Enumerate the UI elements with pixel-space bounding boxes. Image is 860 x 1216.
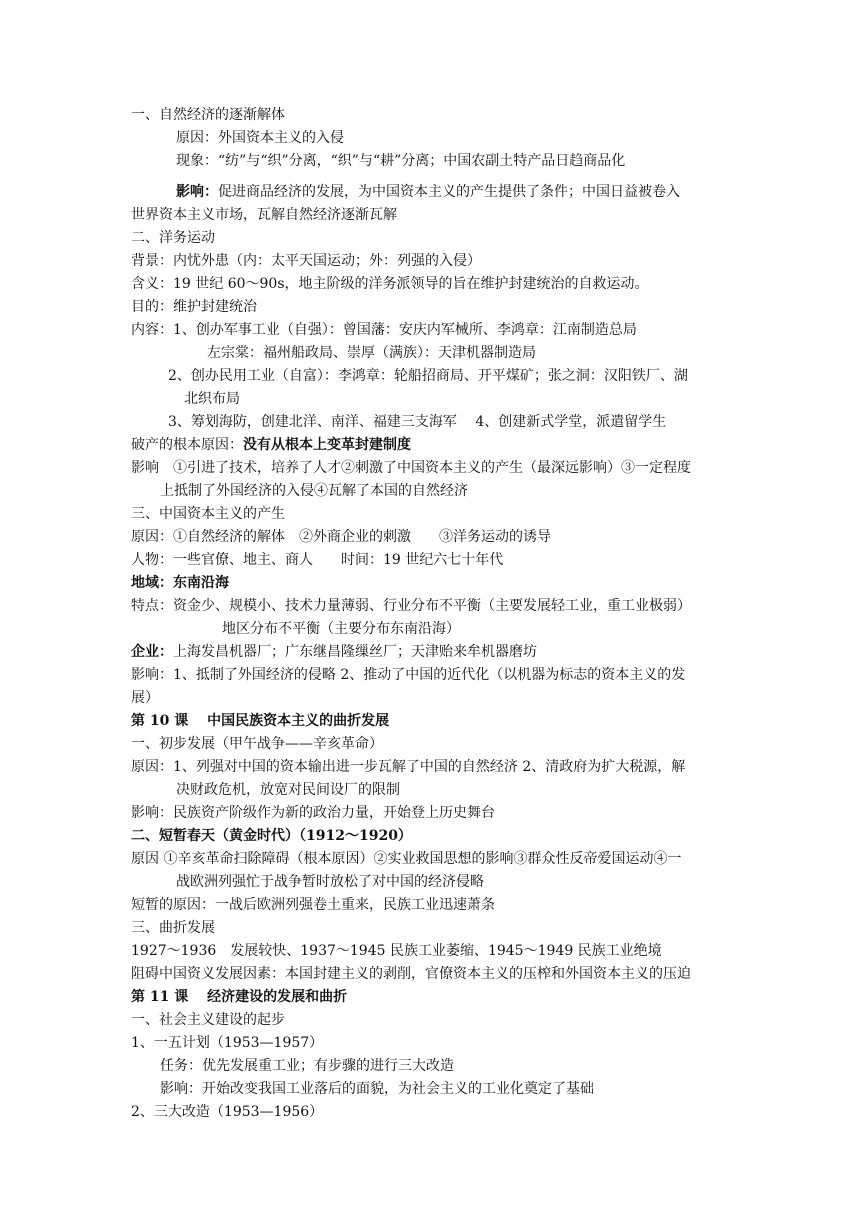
text-line: 人物：一些官僚、地主、商人 时间：19 世纪六七十年代 bbox=[131, 552, 504, 568]
text-line: 特点：资金少、规模小、技术力量薄弱、行业分布不平衡（主要发展轻工业，重工业极弱） bbox=[131, 598, 691, 614]
heading-twists: 三、曲折发展 bbox=[131, 920, 215, 936]
bold-label: 企业： bbox=[131, 644, 173, 660]
text-line bbox=[176, 181, 680, 204]
bold-text: 东南沿海 bbox=[173, 575, 229, 591]
text-line bbox=[131, 572, 229, 595]
text-line: 地区分布不平衡（主要分布东南沿海） bbox=[222, 621, 460, 637]
text-line: 1927～1936 发展较快、1937～1945 民族工业萎缩、1945～1949 民族工业绝境 bbox=[131, 943, 662, 959]
text-line: 任务：优先发展重工业；有步骤的进行三大改造 bbox=[160, 1058, 454, 1074]
text-line: 影响：1、抵制了外国经济的侵略 2、推动了中国的近代化（以机器为标志的资本主义的发 bbox=[131, 667, 686, 683]
text-line-label: 破产的根本原因： bbox=[131, 437, 243, 453]
bold-text: 没有从根本上变革封建制度 bbox=[243, 437, 411, 453]
text-line: 含义：19 世纪 60～90s，地主阶级的洋务派领导的旨在维护封建统治的自救运动。 bbox=[131, 276, 649, 292]
lesson-10-title: 第 10 课 中国民族资本主义的曲折发展 bbox=[131, 713, 390, 729]
text-line: 2、三大改造（1953—1956） bbox=[131, 1104, 324, 1120]
text-line: 原因：①自然经济的解体 ②外商企业的刺激 ③洋务运动的诱导 bbox=[131, 529, 551, 545]
text-line: 左宗棠：福州船政局、崇厚（满族）：天津机器制造局 bbox=[207, 345, 536, 361]
lesson-11-title: 第 11 课 经济建设的发展和曲折 bbox=[131, 989, 348, 1005]
text-line: 短暂的原因：一战后欧洲列强卷土重来，民族工业迅速萧条 bbox=[131, 897, 495, 913]
text-line: 影响：民族资产阶级作为新的政治力量，开始登上历史舞台 bbox=[131, 805, 495, 821]
text-line-body: 上海发昌机器厂；广东继昌隆缫丝厂；天津贻来牟机器磨坊 bbox=[173, 644, 537, 660]
text-line: 3、筹划海防，创建北洋、南洋、福建三支海军 4、创建新式学堂，派遣留学生 bbox=[168, 414, 667, 430]
bold-label: 影响： bbox=[176, 184, 218, 200]
heading-natural-economy: 一、自然经济的逐渐解体 bbox=[131, 107, 285, 123]
text-line-body: 促进商品经济的发展，为中国资本主义的产生提供了条件；中国日益被卷入 bbox=[218, 184, 680, 200]
text-line: 原因：外国资本主义的入侵 bbox=[176, 130, 344, 146]
text-line: 背景：内忧外患（内：太平天国运动；外：列强的入侵） bbox=[131, 253, 481, 269]
text-line: 阻碍中国资义发展因素：本国封建主义的剥削，官僚资本主义的压榨和外国资本主义的压迫 bbox=[131, 966, 691, 982]
text-line: 影响 ①引进了技术，培养了人才②刺激了中国资本主义的产生（最深远影响）③一定程度 bbox=[131, 460, 691, 476]
text-line: 目的：维护封建统治 bbox=[131, 299, 257, 315]
text-line bbox=[131, 434, 411, 457]
text-line: 现象：“纺”与“织”分离，“织”与“耕”分离；中国农副土特产品日趋商品化 bbox=[176, 153, 626, 169]
heading-capitalism-origin: 三、中国资本主义的产生 bbox=[131, 506, 285, 522]
heading-golden-age: 二、短暂春天（黄金时代）（1912～1920） bbox=[131, 828, 412, 844]
text-line: 上抵制了外国经济的入侵④瓦解了本国的自然经济 bbox=[160, 483, 468, 499]
text-line: 北织布局 bbox=[184, 391, 240, 407]
text-line: 原因 ①辛亥革命扫除障碍（根本原因）②实业救国思想的影响③群众性反帝爱国运动④一 bbox=[131, 851, 682, 867]
text-line: 展） bbox=[131, 690, 159, 706]
heading-early-development: 一、初步发展（甲午战争——辛亥革命） bbox=[131, 736, 383, 752]
text-line: 世界资本主义市场，瓦解自然经济逐渐瓦解 bbox=[131, 207, 397, 223]
text-line bbox=[131, 641, 537, 664]
text-line: 战欧洲列强忙于战争暂时放松了对中国的经济侵略 bbox=[176, 874, 484, 890]
text-line: 1、一五计划（1953—1957） bbox=[131, 1035, 324, 1051]
heading-westernization: 二、洋务运动 bbox=[131, 230, 215, 246]
text-line: 2、创办民用工业（自富）：李鸿章：轮船招商局、开平煤矿；张之洞：汉阳铁厂、湖 bbox=[168, 368, 688, 384]
text-line: 原因：1、列强对中国的资本输出进一步瓦解了中国的自然经济 2、清政府为扩大税源，解 bbox=[131, 759, 686, 775]
text-line: 内容：1、创办军事工业（自强）：曾国藩：安庆内军械所、李鸿章：江南制造总局 bbox=[131, 322, 637, 338]
text-line: 决财政危机，放宽对民间设厂的限制 bbox=[176, 782, 400, 798]
bold-label: 地域： bbox=[131, 575, 173, 591]
text-line: 影响：开始改变我国工业落后的面貌，为社会主义的工业化奠定了基础 bbox=[160, 1081, 594, 1097]
heading-socialist-construction: 一、社会主义建设的起步 bbox=[131, 1012, 285, 1028]
